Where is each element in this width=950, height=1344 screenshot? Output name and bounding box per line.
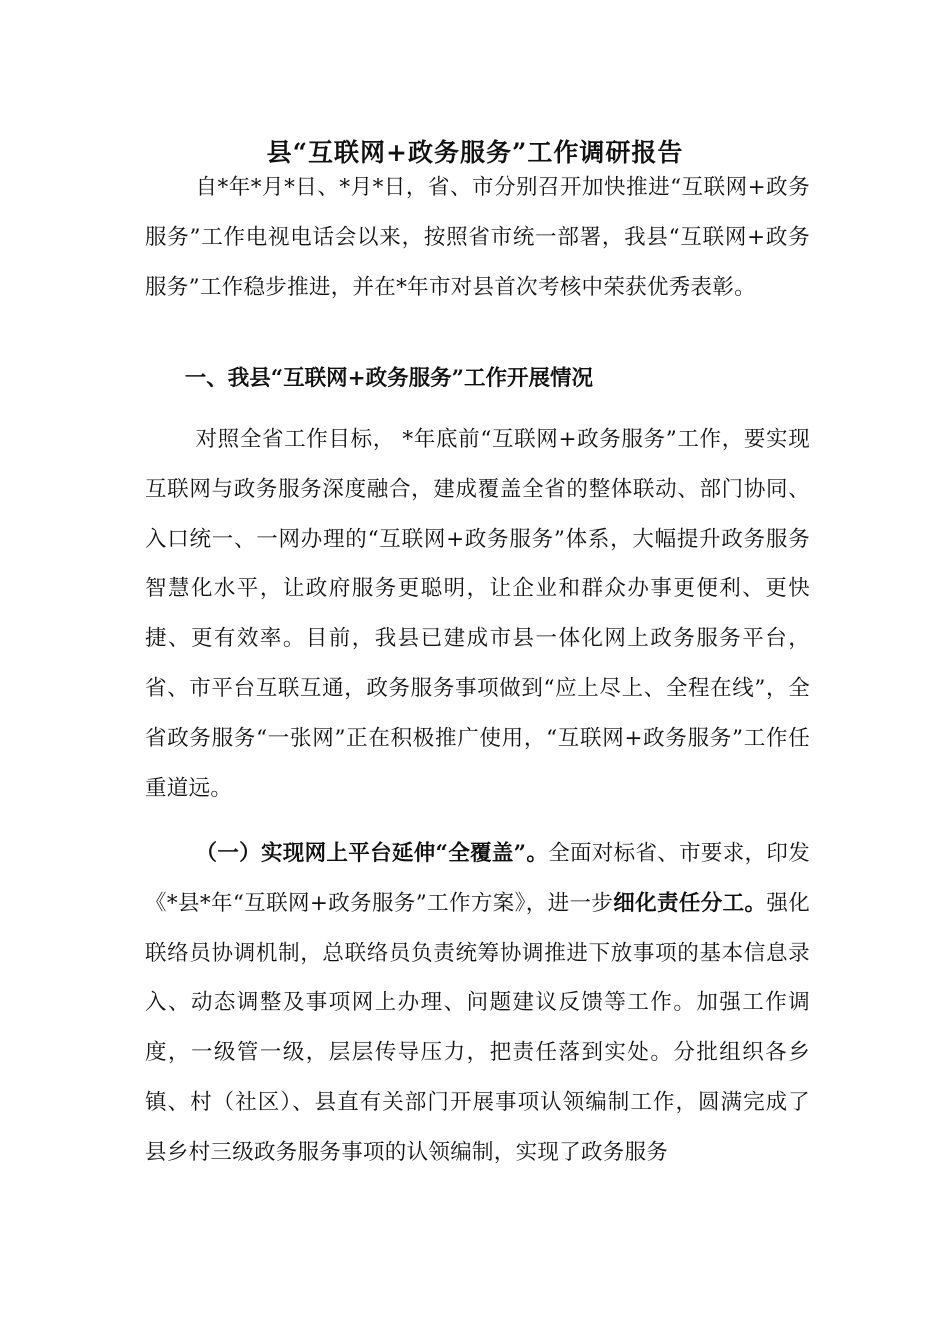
subsection-1-bold-phrase: 细化责任分工。 bbox=[613, 890, 767, 916]
subsection-1-text-a: 全面对标省、市要求，印发《*县*年“互联网+政务服务”工作方案》，进一步 bbox=[145, 841, 810, 916]
section-1-heading: 一、我县“互联网+政务服务”工作开展情况 bbox=[184, 366, 594, 391]
section-1-paragraph: 对照全省工作目标， *年底前“互联网+政务服务”工作，要实现互联网与政务服务深度融合，建成覆盖全省的整体联动、部门协同、入口统一、一网办理的“互联网+政务服务”体系，大幅提升政务服务智慧化水平，让政府服务更聪明，让企业和群众办事更便利、更快捷、更有效率。目前，我县已建成市县一体化网上政务服务平台，省、市平台互联互通，政务服务事项做到“应上尽上、全程在线”，全省政务服务“一张网”正在积极推广使用，“互联网+政务服务”工作任重道远。 bbox=[145, 427, 810, 801]
subsection-1-paragraph bbox=[145, 829, 810, 1178]
intro-paragraph: 自*年*月*日、*月*日，省、市分别召开加快推进“互联网+政务服务”工作电视电话会以来，按照省市统一部署，我县“互联网+政务服务”工作稳步推进，并在*年市对县首次考核中荣获优秀表彰。 bbox=[145, 175, 810, 300]
subsection-1-text-b: 强化联络员协调机制，总联络员负责统筹协调推进下放事项的基本信息录入、动态调整及事项网上办理、问题建议反馈等工作。加强工作调度，一级管一级，层层传导压力，把责任落到实处。分批组织各乡镇、村（社区）、县直有关部门开展事项认领编制工作，圆满完成了县乡村三级政务服务事项的认领编制，实现了政务服务 bbox=[145, 890, 811, 1165]
subsection-1-heading: （一）实现网上平台延伸“全覆盖”。 bbox=[195, 841, 549, 866]
document-title: 县“互联网+政务服务”工作调研报告 bbox=[266, 138, 684, 167]
